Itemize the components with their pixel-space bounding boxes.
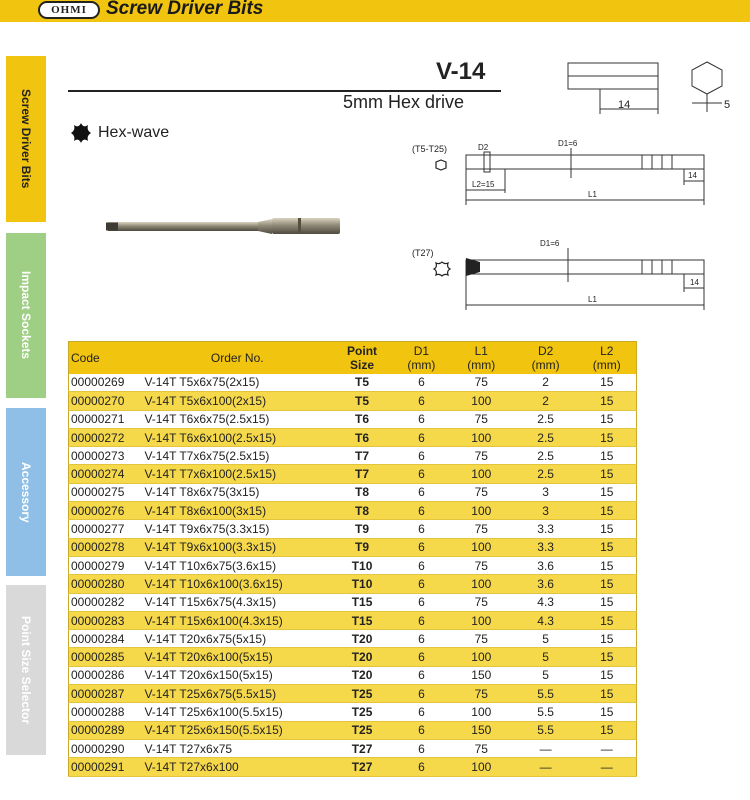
model-number: V-14 [436,58,486,85]
header-code: Code [69,342,141,374]
dim-l1-a: L1 [588,190,597,199]
table-row: 00000285 V-14T T20x6x100(5x15) T20 6 100 5 15 [69,648,637,666]
brand-title: Screw Driver Bits [106,0,264,19]
header-d2: D2 (mm) [514,342,578,374]
table-row: 00000284 V-14T T20x6x75(5x15) T20 6 75 5 15 [69,630,637,648]
spec-table [68,341,637,777]
header-order: Order No. [140,342,330,374]
table-row: 00000291 V-14T T27x6x100 T27 6 100 — — [69,758,637,776]
dim-l2: L2=15 [472,180,495,189]
dim-hex-width: 5 [724,99,731,111]
table-row: 00000278 V-14T T9x6x100(3.3x15) T9 6 100 3.3 15 [69,538,637,556]
brand-logo: OHMI [38,1,100,19]
header-point-size: Point Size [330,342,394,374]
table-row: 00000272 V-14T T6x6x100(2.5x15) T6 6 100 2.5 15 [69,428,637,446]
side-tab-label: Accessory [19,461,33,523]
table-row: 00000271 V-14T T6x6x75(2.5x15) T6 6 75 2.5 15 [69,410,637,428]
table-row: 00000277 V-14T T9x6x75(3.3x15) T9 6 75 3.3 15 [69,520,637,538]
table-row: 00000289 V-14T T25x6x150(5.5x15) T25 6 150 5.5 15 [69,721,637,739]
dim-d1-a: D1=6 [558,139,578,148]
range-label-2: (T27) [412,248,434,258]
dim-l1-b: L1 [588,295,597,304]
header-l1: L1 (mm) [449,342,514,374]
header-l2: L2 (mm) [578,342,637,374]
table-row: 00000269 V-14T T5x6x75(2x15) T5 6 75 2 15 [69,374,637,392]
side-tab-label: Point Size Selector [19,615,33,725]
table-row: 00000275 V-14T T8x6x75(3x15) T8 6 75 3 15 [69,483,637,501]
table-row: 00000276 V-14T T8x6x100(3x15) T8 6 100 3 15 [69,502,637,520]
table-row: 00000270 V-14T T5x6x100(2x15) T5 6 100 2 15 [69,392,637,410]
dim-14-b: 14 [690,278,699,287]
dim-hex-length: 14 [618,99,631,111]
dim-d1-b: D1=6 [540,239,560,248]
dim-d2: D2 [478,143,489,152]
table-row: 00000287 V-14T T25x6x75(5.5x15) T25 6 75 5.5 15 [69,685,637,703]
side-tab-point-size-selector[interactable] [6,585,46,755]
table-row: 00000280 V-14T T10x6x100(3.6x15) T10 6 100 3.6 15 [69,575,637,593]
side-tab-label: Screw Driver Bits [19,89,33,189]
side-tab-label: Impact Sockets [19,271,33,360]
dim-14-a: 14 [688,171,697,180]
hexwave-label: Hex-wave [98,124,170,141]
table-row: 00000290 V-14T T27x6x75 T27 6 75 — — [69,739,637,757]
table-header-row [69,342,637,374]
table-body [69,374,637,777]
range-label-1: (T5-T25) [412,144,448,154]
table-row: 00000283 V-14T T15x6x100(4.3x15) T15 6 100 4.3 15 [69,611,637,629]
table-row: 00000286 V-14T T20x6x150(5x15) T20 6 150 5 15 [69,666,637,684]
table-row: 00000282 V-14T T15x6x75(4.3x15) T15 6 75 4.3 15 [69,593,637,611]
technical-diagrams [0,0,750,330]
table-row: 00000279 V-14T T10x6x75(3.6x15) T10 6 75 3.6 15 [69,556,637,574]
table-row: 00000288 V-14T T25x6x100(5.5x15) T25 6 100 5.5 15 [69,703,637,721]
table-row: 00000274 V-14T T7x6x100(2.5x15) T7 6 100 2.5 15 [69,465,637,483]
header-d1: D1 (mm) [394,342,449,374]
side-tab-accessory[interactable] [6,408,46,576]
subtitle: 5mm Hex drive [343,92,465,112]
table-row: 00000273 V-14T T7x6x75(2.5x15) T7 6 75 2.5 15 [69,447,637,465]
